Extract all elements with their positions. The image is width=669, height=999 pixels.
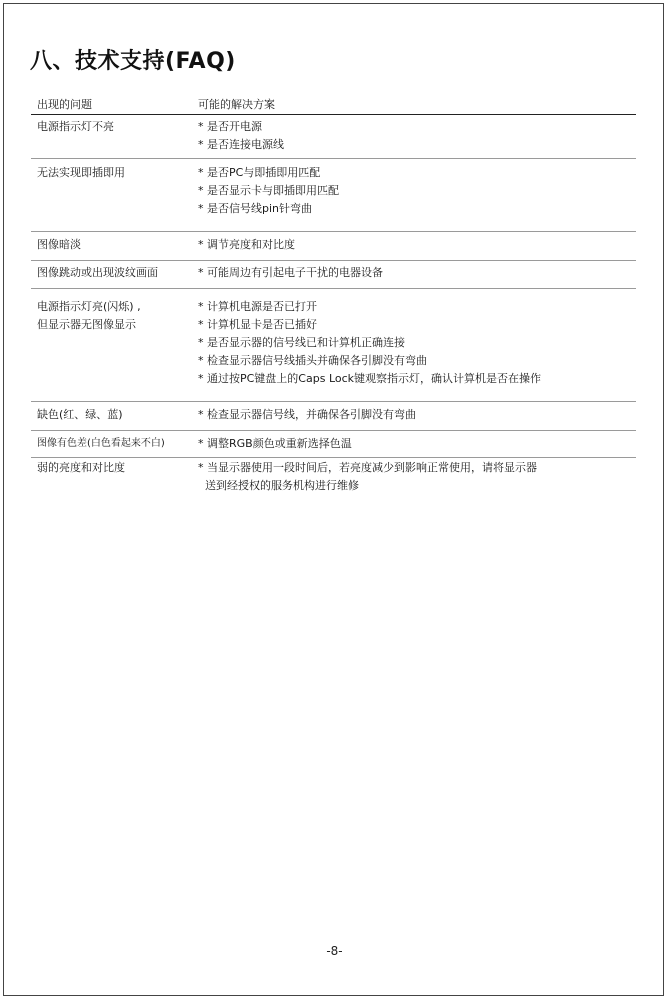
table-row (31, 115, 636, 159)
solution-text: * 可能周边有引起电子干扰的电器设备 (198, 266, 383, 279)
page-number: -8- (326, 944, 343, 958)
problem-text: 缺色(红、绿、蓝) (37, 408, 123, 421)
problem-text: 弱的亮度和对比度 (37, 461, 125, 474)
solution-text: * 是否PC与即插即用匹配 (198, 166, 321, 179)
problem-text: 图像有色差(白色看起来不白) (37, 438, 165, 449)
faq-table (31, 95, 636, 495)
solution-text: * 调节亮度和对比度 (198, 238, 295, 251)
solution-text: * 是否开电源 (198, 120, 262, 133)
table-row (31, 261, 636, 289)
problem-text: 但显示器无图像显示 (37, 318, 136, 331)
problem-text: 无法实现即插即用 (37, 166, 125, 179)
problem-text: 图像跳动或出现波纹画面 (37, 266, 158, 279)
solution-text: * 检查显示器信号线，并确保各引脚没有弯曲 (198, 408, 416, 421)
solution-text: * 计算机显卡是否已插好 (198, 318, 317, 331)
solution-text: * 是否连接电源线 (198, 138, 284, 151)
table-row (31, 289, 636, 402)
problem-text: 电源指示灯亮(闪烁) , (37, 300, 141, 313)
table-row (31, 458, 636, 495)
problem-text: 图像暗淡 (37, 238, 81, 251)
problem-text: 电源指示灯不亮 (37, 120, 114, 133)
solution-text: * 通过按PC键盘上的Caps Lock键观察指示灯，确认计算机是否在操作 (198, 372, 542, 385)
header-problem: 出现的问题 (37, 98, 92, 111)
table-row (31, 431, 636, 458)
table-row (31, 159, 636, 232)
solution-text: * 是否显示器的信号线已和计算机正确连接 (198, 336, 405, 349)
table-row (31, 232, 636, 261)
solution-text: * 调整RGB颜色或重新选择色温 (198, 437, 352, 450)
solution-text: * 是否信号线pin针弯曲 (198, 202, 313, 215)
table-row (31, 402, 636, 431)
table-header (31, 95, 636, 115)
solution-text: * 是否显示卡与即插即用匹配 (198, 184, 339, 197)
page-title: 八、技术支持(FAQ) (30, 49, 236, 74)
header-solution: 可能的解决方案 (198, 98, 275, 111)
solution-text: * 当显示器使用一段时间后，若亮度减少到影响正常使用，请将显示器 (198, 461, 537, 474)
solution-text: 送到经授权的服务机构进行维修 (198, 479, 359, 492)
solution-text: * 计算机电源是否已打开 (198, 300, 317, 313)
solution-text: * 检查显示器信号线插头并确保各引脚没有弯曲 (198, 354, 427, 367)
